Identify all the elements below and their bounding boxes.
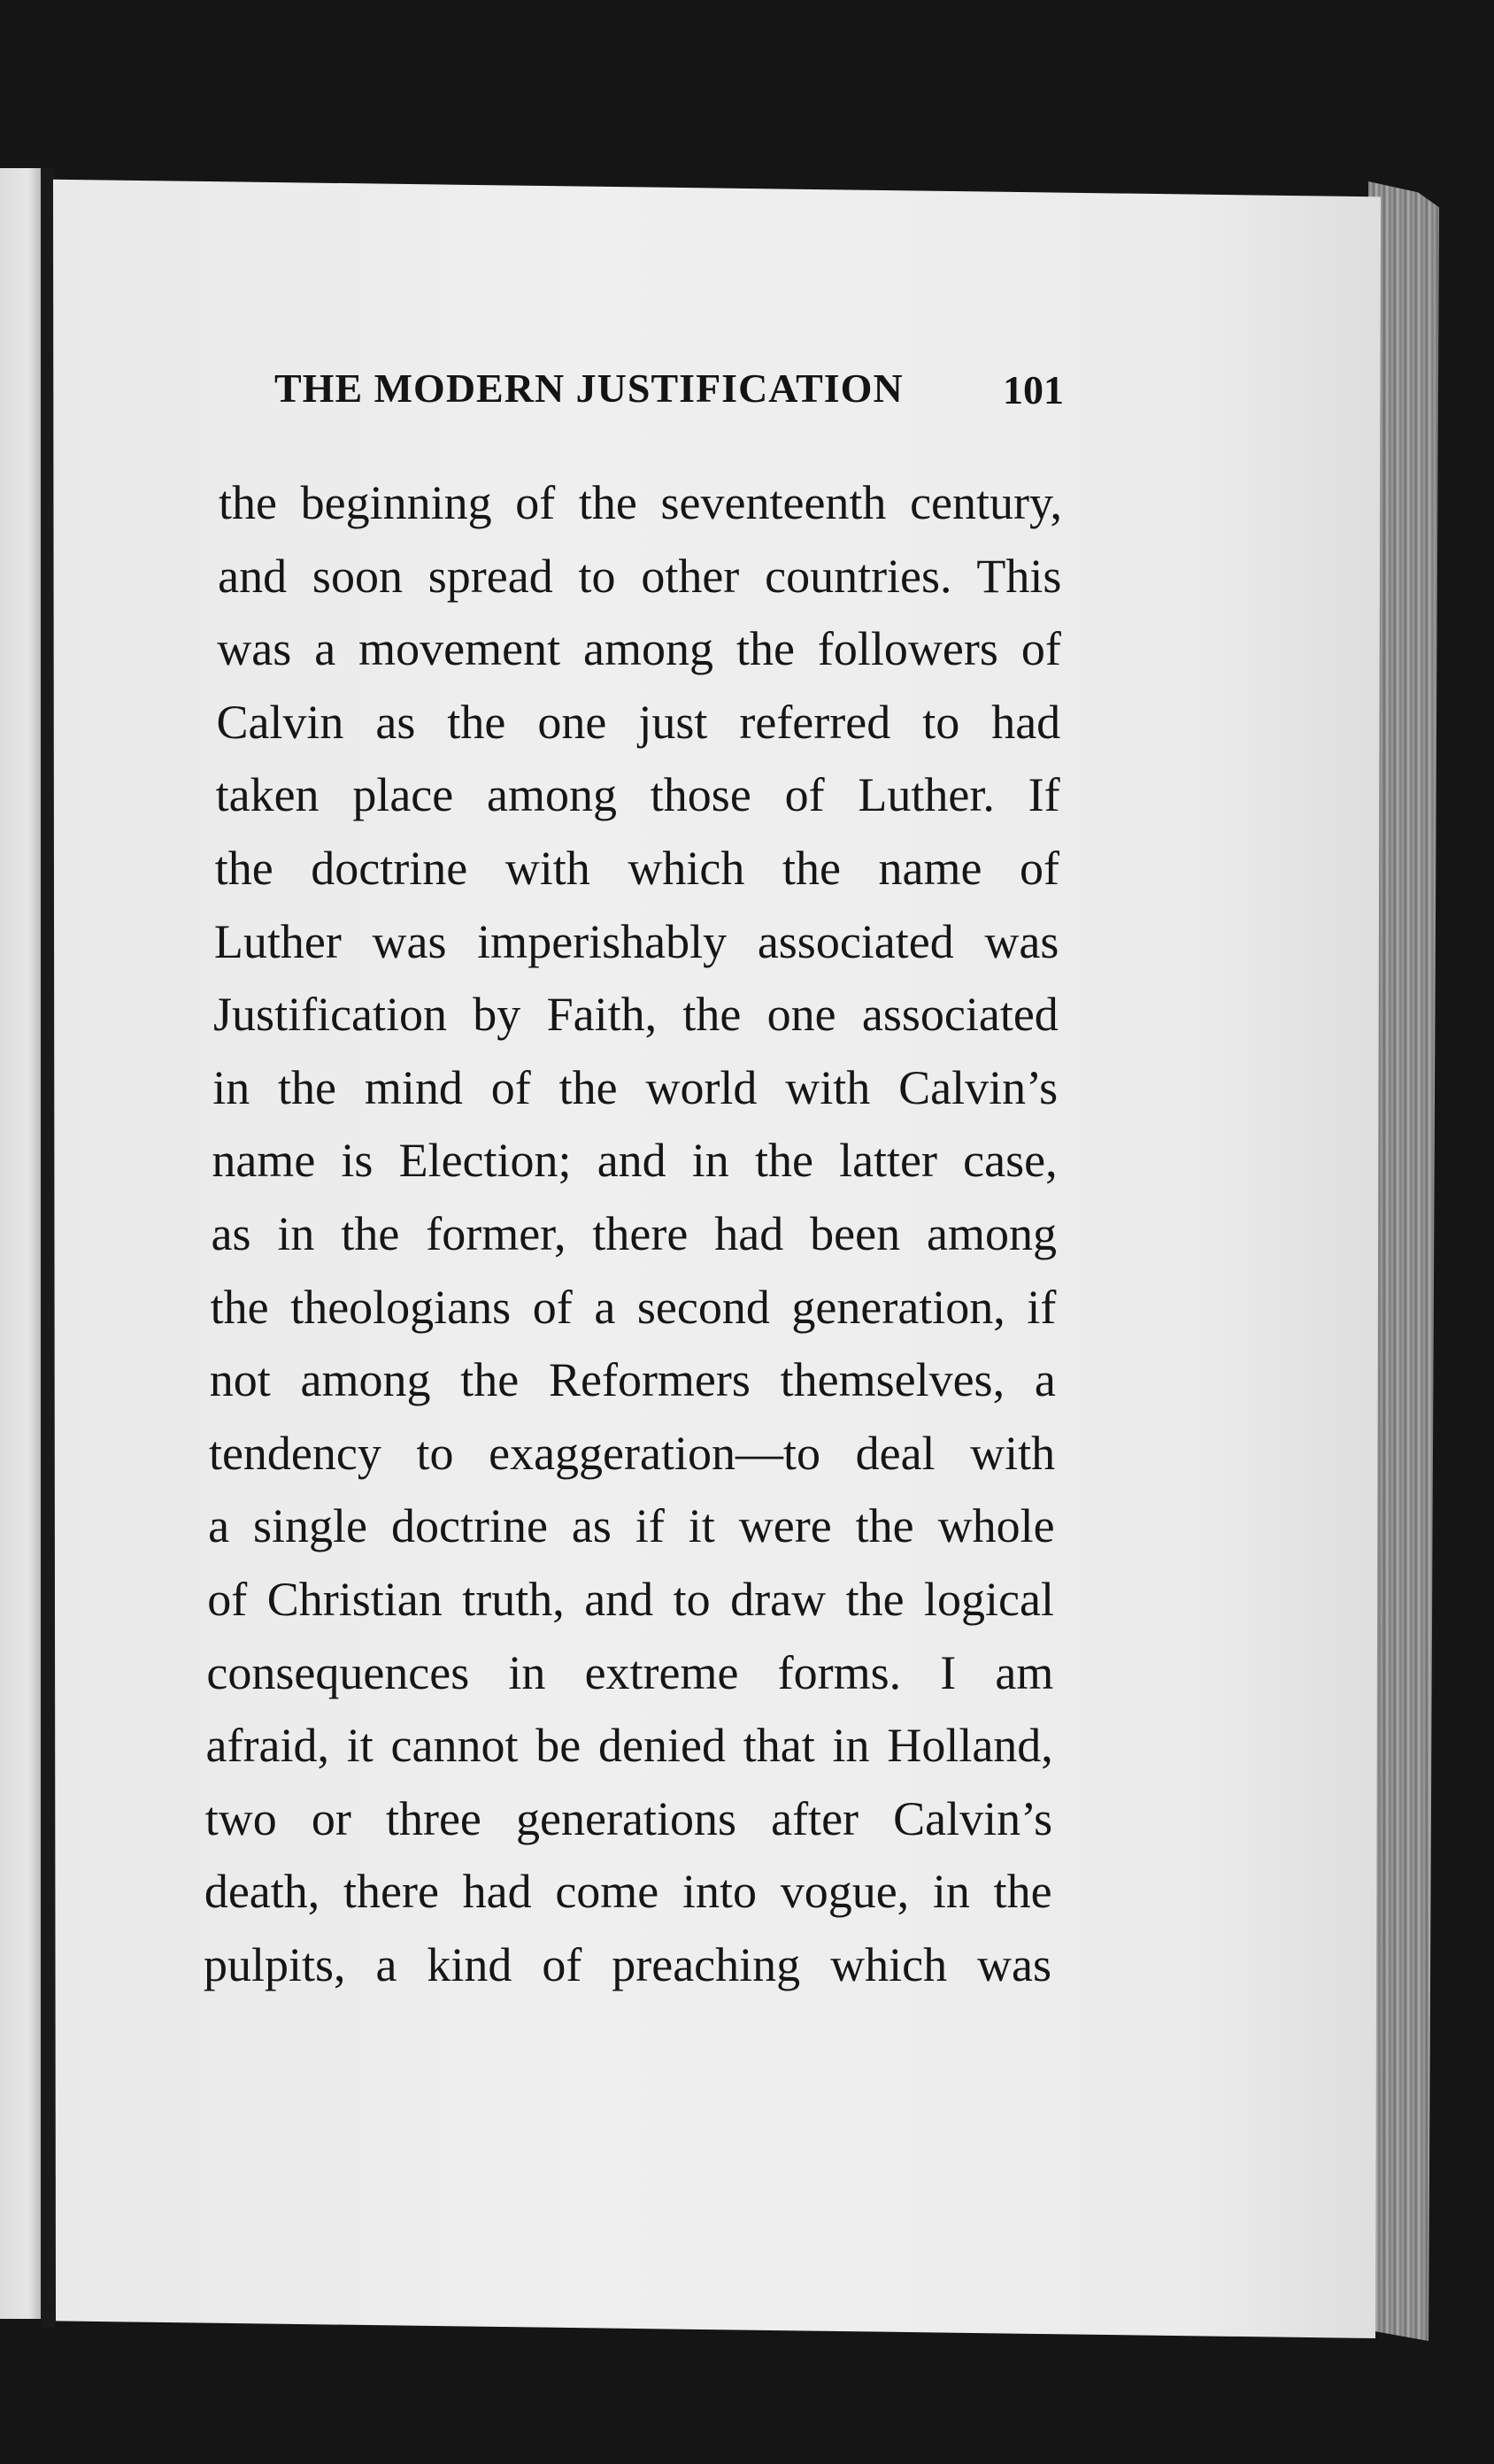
- text-line: taken place among those of Luther. If: [215, 768, 1060, 822]
- text-line: a single doctrine as if it were the whole: [208, 1499, 1055, 1553]
- text-line: consequences in extreme forms. I am: [206, 1645, 1054, 1699]
- text-line: death, there had come into vogue, in the: [204, 1865, 1052, 1919]
- text-line: was a movement among the followers of: [217, 622, 1061, 676]
- text-line: name is Election; and in the latter case,: [212, 1134, 1058, 1188]
- text-line: the doctrine with which the name of: [214, 842, 1059, 895]
- text-line: the theologians of a second generation, if: [210, 1280, 1057, 1334]
- text-line: of Christian truth, and to draw the logical: [207, 1573, 1054, 1626]
- page-number: 101: [1003, 367, 1064, 412]
- text-line: tendency to exaggeration—to deal with: [208, 1426, 1056, 1480]
- text-line: the beginning of the seventeenth century,: [219, 476, 1062, 529]
- running-head: THE MODERN JUSTIFICATION: [274, 366, 904, 411]
- text-line: as in the former, there had been among: [211, 1207, 1057, 1260]
- text-line: not among the Reformers themselves, a: [209, 1353, 1056, 1407]
- text-line: two or three generations after Calvin’s: [204, 1791, 1053, 1845]
- text-line: Justification by Faith, the one associated: [213, 988, 1059, 1042]
- text-line: Calvin as the one just referred to had: [216, 695, 1061, 749]
- text-line: Luther was imperishably associated was: [213, 914, 1059, 968]
- text-line: pulpits, a kind of preaching which was: [204, 1938, 1051, 1991]
- text-line: in the mind of the world with Calvin’s: [212, 1060, 1059, 1114]
- text-line: afraid, it cannot be denied that in Holland,: [205, 1719, 1053, 1773]
- text-line: and soon spread to other countries. This: [218, 549, 1062, 603]
